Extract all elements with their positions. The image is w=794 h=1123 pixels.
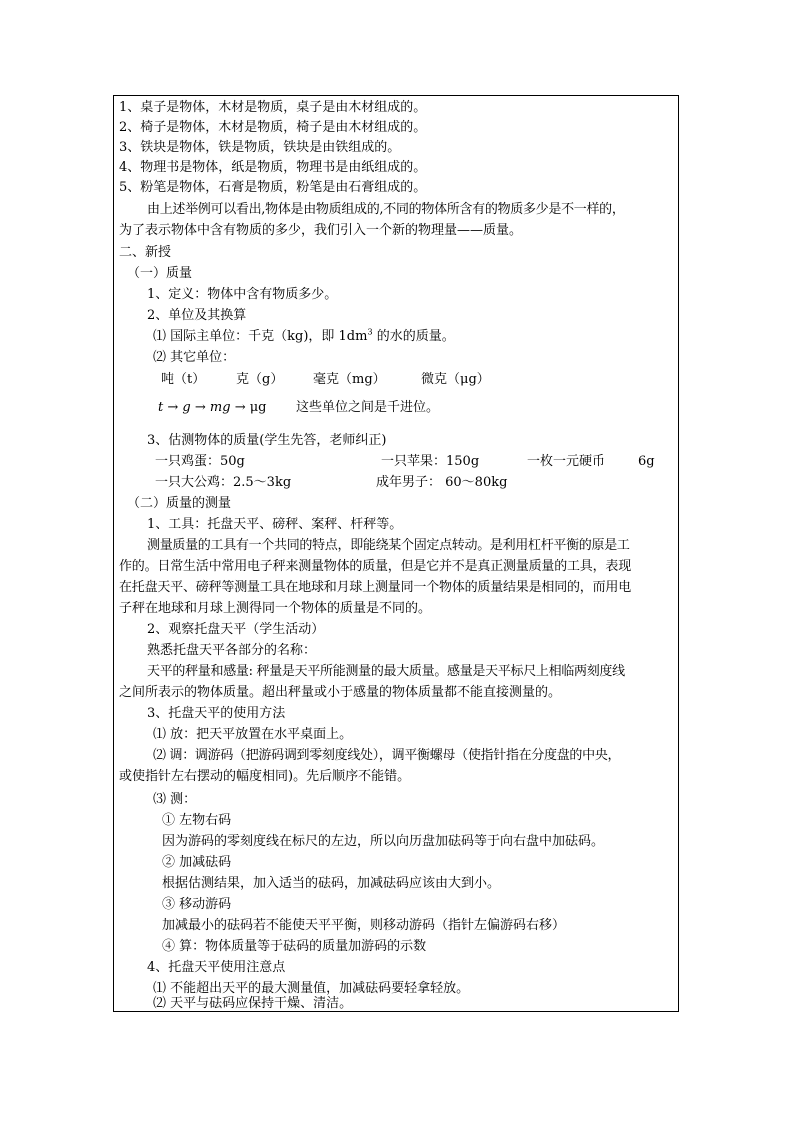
conv-t: t bbox=[158, 400, 164, 415]
measure-item-1-text: 因为游码的零刻度线在标尺的左边，所以向历盘加砝码等于向右盘中加砝码。 bbox=[162, 834, 605, 849]
example-line-2: 2、椅子是物体，木材是物质，椅子是由木材组成的。 bbox=[119, 120, 427, 135]
tools-line: 1、工具：托盘天平、磅秤、案秤、杆秤等。 bbox=[147, 517, 403, 532]
conversion-note: 这些单位之间是千进位。 bbox=[296, 400, 440, 415]
note-2: ⑵ 天平与砝码应保持干燥、清洁。 bbox=[153, 996, 353, 1011]
tools-paragraph-line-1: 测量质量的工具有一个共同的特点，即能绕某个固定点转动。是利用杠杆平衡的原是工 bbox=[147, 538, 630, 553]
si-unit-line bbox=[153, 327, 455, 347]
conv-ug: → μg bbox=[230, 400, 267, 415]
usage-method-heading: 3、托盘天平的使用方法 bbox=[147, 706, 286, 721]
definition-line: 1、定义：物体中含有物质多少。 bbox=[147, 287, 338, 302]
measure-item-1-title: ① 左物右码 bbox=[162, 813, 232, 828]
estimate-adult-man: 成年男子： 60～80kg bbox=[376, 475, 508, 490]
units-heading: 2、单位及其换算 bbox=[147, 308, 247, 323]
estimate-rooster: 一只大公鸡：2.5～3kg bbox=[155, 475, 292, 490]
estimate-egg: 一只鸡蛋：50g bbox=[155, 454, 245, 469]
unit-microgram: 微克（μg） bbox=[421, 372, 490, 387]
conv-g: g bbox=[182, 400, 191, 415]
estimation-heading: 3、估测物体的质量(学生先答，老师纠正) bbox=[147, 433, 387, 448]
unit-ton: 吨（t） bbox=[161, 372, 206, 387]
observe-balance-heading: 2、观察托盘天平（学生活动） bbox=[147, 622, 325, 637]
conv-arrow-1: → bbox=[163, 400, 183, 415]
unit-milligram: 毫克（mg） bbox=[313, 372, 386, 387]
conv-mg: mg bbox=[209, 400, 231, 415]
estimate-coin: 一枚一元硬币 bbox=[527, 454, 606, 469]
capacity-paragraph-line-2: 之间所表示的物体质量。超出秤量或小于感量的物体质量都不能直接测量的。 bbox=[119, 685, 562, 700]
subheading-measurement: （二）质量的测量 bbox=[127, 496, 232, 511]
subheading-mass: （一）质量 bbox=[127, 266, 193, 281]
summary-paragraph-line-2: 为了表示物体中含有物质的多少，我们引入一个新的物理量——质量。 bbox=[119, 223, 523, 238]
unit-gram: 克（g） bbox=[236, 372, 284, 387]
si-unit-text-end: 的水的质量。 bbox=[372, 329, 455, 344]
parts-names-line: 熟悉托盘天平各部分的名称： bbox=[147, 643, 317, 658]
tools-paragraph-line-2: 作的。日常生活中常用电子秤来测量物体的质量，但是它并不是真正测量质量的工具，表现 bbox=[119, 559, 632, 574]
measure-item-2-title: ② 加减砝码 bbox=[162, 855, 232, 870]
tools-paragraph-line-3: 在托盘天平、磅秤等测量工具在地球和月球上测量同一个物体的质量结果是相同的，而用电 bbox=[119, 580, 632, 595]
conv-arrow-2: → bbox=[190, 400, 210, 415]
si-unit-text: ⑴ 国际主单位：千克（kg)，即 1dm bbox=[153, 329, 368, 344]
usage-step-place: ⑴ 放：把天平放置在水平桌面上。 bbox=[153, 727, 353, 742]
usage-step-adjust-line-1: ⑵ 调：调游码（把游码调到零刻度线处），调平衡螺母（使指针指在分度盘的中央， bbox=[153, 748, 621, 763]
measure-item-4: ④ 算：物体质量等于砝码的质量加游码的示数 bbox=[162, 939, 427, 954]
example-line-1: 1、桌子是物体，木材是物质，桌子是由木材组成的。 bbox=[119, 100, 427, 115]
example-line-5: 5、粉笔是物体，石膏是物质，粉笔是由石膏组成的。 bbox=[119, 180, 427, 195]
usage-step-measure: ⑶ 测： bbox=[153, 792, 197, 807]
unit-conversion-chain bbox=[158, 398, 267, 418]
other-units-heading: ⑵ 其它单位： bbox=[153, 350, 236, 365]
capacity-paragraph-line-1: 天平的秤量和感量: 秤量是天平所能测量的最大质量。感量是天平标尺上相临两刻度线 bbox=[147, 664, 625, 679]
measure-item-2-text: 根据估测结果，加入适当的砝码，加减砝码应该由大到小。 bbox=[162, 876, 501, 891]
measure-item-3-title: ③ 移动游码 bbox=[162, 897, 232, 912]
si-unit-superscript: 3 bbox=[367, 327, 373, 337]
notes-heading: 4、托盘天平使用注意点 bbox=[147, 960, 286, 975]
usage-step-adjust-line-2: 或使指针左右摆动的幅度相同)。先后顺序不能错。 bbox=[119, 769, 411, 784]
example-line-3: 3、铁块是物体，铁是物质，铁块是由铁组成的。 bbox=[119, 140, 401, 155]
measure-item-3-text: 加减最小的砝码若不能使天平平衡，则移动游码（指针左偏游码右移） bbox=[162, 918, 566, 933]
example-line-4: 4、物理书是物体，纸是物质，物理书是由纸组成的。 bbox=[119, 160, 427, 175]
tools-paragraph-line-4: 子秤在地球和月球上测得同一个物体的质量是不同的。 bbox=[119, 601, 432, 616]
summary-paragraph-line-1: 由上述举例可以看出,物体是由物质组成的,不同的物体所含有的物质多少是不一样的， bbox=[147, 202, 625, 217]
note-1: ⑴ 不能超出天平的最大测量值，加减砝码要轻拿轻放。 bbox=[153, 981, 470, 996]
estimate-coin-value: 6g bbox=[638, 454, 655, 469]
section-heading-new-lesson: 二、新授 bbox=[119, 245, 172, 260]
estimate-apple: 一只苹果：150g bbox=[381, 454, 480, 469]
